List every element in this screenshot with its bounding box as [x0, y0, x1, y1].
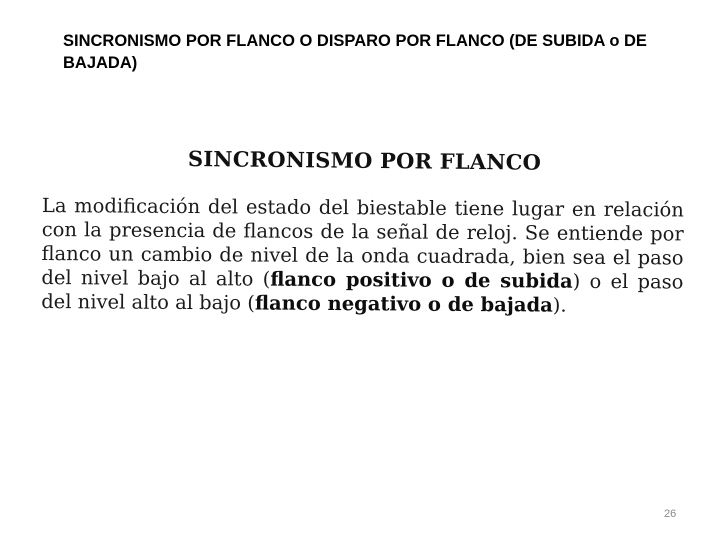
- excerpt-heading: SINCRONISMO POR FLANCO: [187, 146, 542, 175]
- excerpt-line: del nivel alto al bajo (flanco negativo o de bajada).: [41, 289, 567, 317]
- page-number: 26: [664, 508, 677, 520]
- falling-edge-term: flanco negativo o de bajada: [254, 291, 553, 317]
- excerpt-body: [41, 194, 684, 318]
- excerpt-line: del nivel bajo al alto (flanco positivo o de subida) o el paso: [41, 265, 684, 294]
- excerpt-line: La modificación del estado del biestable tiene lugar en relación: [41, 194, 684, 222]
- excerpt-line: flanco un cambio de nivel de la onda cuadrada, bien sea el paso: [41, 241, 684, 270]
- excerpt-line: con la presencia de flancos de la señal de reloj. Se entiende por: [41, 217, 684, 246]
- scanned-excerpt: [38, 140, 688, 330]
- rising-edge-term: flanco positivo o de subida: [270, 267, 573, 293]
- slide-title: SINCRONISMO POR FLANCO O DISPARO POR FLANCO (DE SUBIDA o DE BAJADA): [63, 32, 647, 72]
